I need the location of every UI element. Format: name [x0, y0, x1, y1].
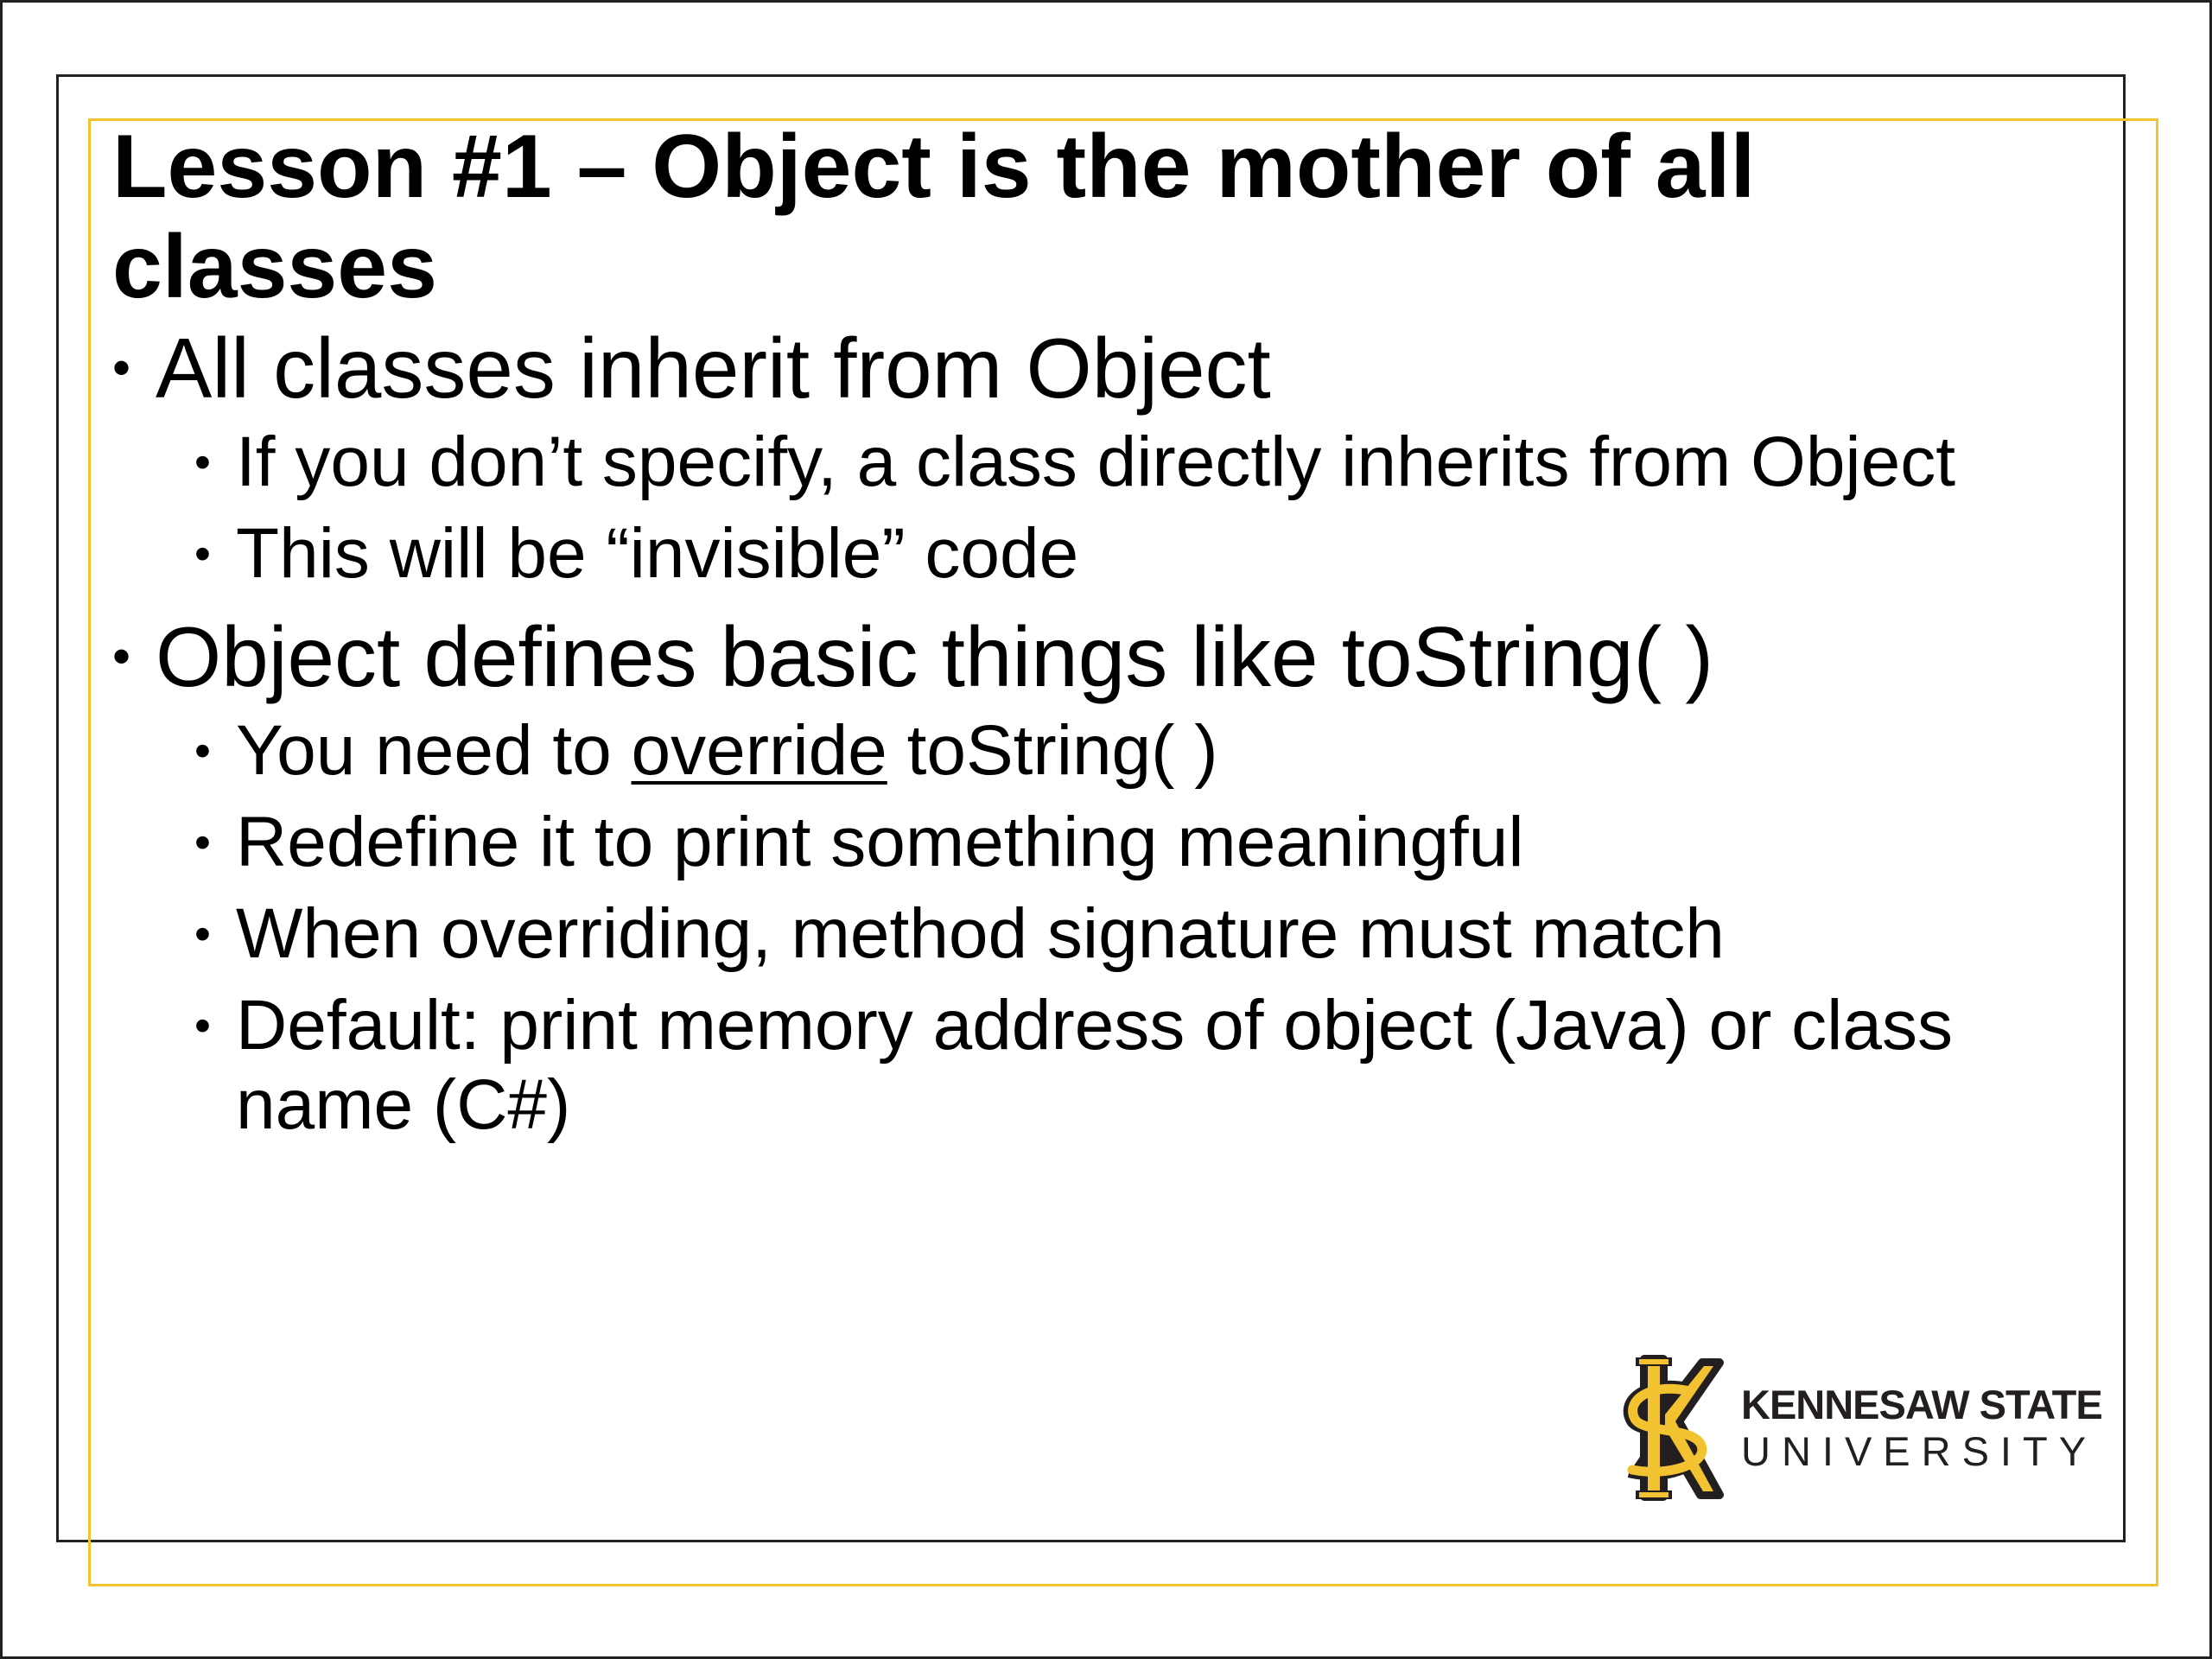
- logo-wordmark: [1741, 1382, 2102, 1475]
- sub-list-wrapper: [112, 711, 2100, 1145]
- sub-bullet-list: [112, 423, 2100, 594]
- sub-bullet-item: [194, 986, 2100, 1145]
- university-logo: [1611, 1352, 2102, 1503]
- bullet-glyph: •: [194, 528, 211, 580]
- sub-bullet-item: [194, 711, 2100, 791]
- slide-title: Lesson #1 – Object is the mother of all classes: [112, 117, 1756, 317]
- override-term: override: [631, 711, 887, 790]
- sub-bullet-list: [112, 711, 2100, 1145]
- sub-bullet-item: [194, 423, 2100, 502]
- bullet-glyph: •: [194, 817, 211, 868]
- bullet-glyph: •: [194, 1000, 211, 1052]
- bullet-text: All classes inherit from Object: [156, 321, 1271, 416]
- bullet-list: [112, 317, 2100, 1145]
- bullet-glyph: •: [194, 436, 211, 488]
- ks-monogram-icon: [1611, 1352, 1724, 1503]
- bullet-glyph: •: [194, 725, 211, 777]
- slide-content: [112, 117, 2100, 1157]
- bullet-glyph: •: [112, 627, 131, 685]
- bullet-text: Object defines basic things like toString( ): [156, 609, 1713, 704]
- sub-bullet-text: Redefine it to print something meaningful: [236, 803, 1524, 881]
- sub-bullet-text: This will be “invisible” code: [236, 514, 1079, 593]
- bullet-glyph: •: [112, 339, 131, 397]
- sub-bullet-item: [194, 803, 2100, 882]
- sub-bullet-text-before: You need to: [236, 711, 632, 790]
- sub-bullet-text-after: toString( ): [887, 711, 1218, 790]
- sub-bullet-text: When overriding, method signature must match: [236, 894, 1725, 973]
- bullet-item: [112, 606, 2100, 708]
- sub-bullet-item: [194, 514, 2100, 594]
- sub-list-wrapper: [112, 423, 2100, 594]
- sub-bullet-item: [194, 894, 2100, 974]
- bullet-item: [112, 317, 2100, 419]
- logo-line-university: UNIVERSITY: [1741, 1427, 2098, 1474]
- bullet-glyph: •: [194, 908, 211, 960]
- sub-bullet-text: If you don’t specify, a class directly inherits from Object: [236, 423, 1956, 501]
- sub-bullet-text: Default: print memory address of object (Java) or class name (C#): [236, 986, 1953, 1144]
- logo-line-kennesaw-state: KENNESAW STATE: [1741, 1381, 2102, 1427]
